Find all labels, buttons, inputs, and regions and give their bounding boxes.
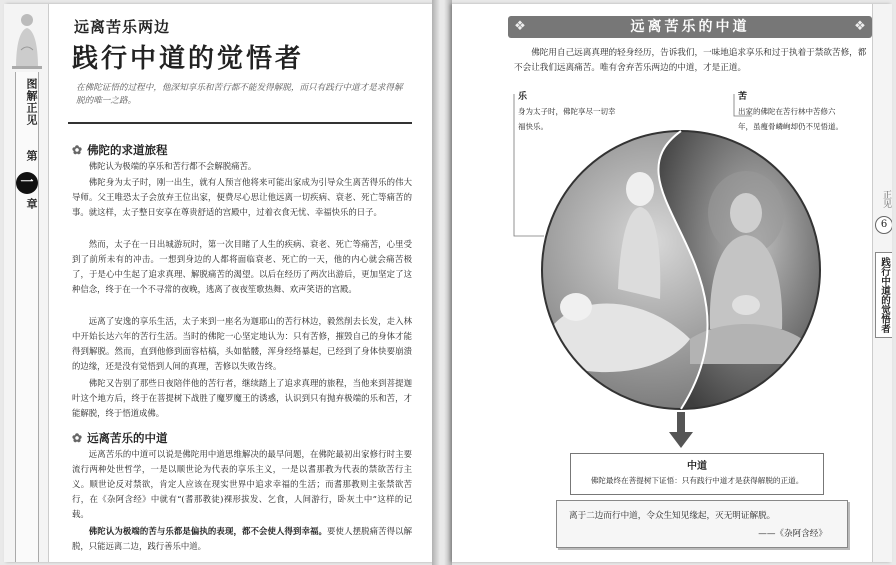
section-heading-2 [72, 430, 168, 446]
middle-way-text: 佛陀最终在菩提树下证悟：只有践行中道才是获得解脱的正道。 [590, 476, 804, 485]
right-intro-text: 佛陀用自己远离真理的轻身经历，告诉我们，一味地追求享乐和过于执着于禁欲苦修，都不会让我们远离痛苦。唯有舍弃苦乐两边的中道，才是正道。 [514, 48, 867, 73]
lotus-section-icon: ✿ [72, 431, 83, 445]
banner-title: 远离苦乐的中道 [630, 19, 750, 35]
book-gutter [432, 0, 452, 565]
label-suffering-text: 出家的佛陀在苦行林中苦修六年，虽瘦骨嶙峋却仍不见悟道。 [738, 107, 843, 131]
middle-way-box [570, 453, 824, 495]
section-heading-2-text: 远离苦乐的中道 [87, 431, 168, 445]
left-side-strip [4, 4, 49, 562]
chapter-prefix: 第 [25, 150, 38, 162]
paragraph: 佛陀认为极端的享乐和苦行都不会解脱痛苦。 [88, 161, 257, 171]
page-number: 6 [875, 216, 892, 234]
banner-ornament-icon: ❖ [514, 19, 526, 34]
chapter-suffix: 章 [25, 198, 38, 210]
label-pleasure-title: 乐 [518, 92, 528, 102]
section-heading-1-text: 佛陀的求道旅程 [87, 143, 168, 157]
side-label-top: 正见 [881, 190, 891, 208]
banner-ornament-icon: ❖ [854, 19, 866, 34]
label-suffering-title: 苦 [738, 92, 748, 102]
chapter-tab [15, 72, 39, 562]
paragraph-with-emphasis [72, 524, 412, 554]
middle-way-title: 中道 [687, 461, 707, 472]
scripture-quote-box [556, 500, 848, 548]
quote-text: 离于二边而行中道，令众生知见缘起，灭无明证解脱。 [569, 511, 776, 521]
book-title-vertical: 图解正见 [25, 78, 38, 126]
quote-source: ——《杂阿含经》 [758, 529, 827, 539]
buddha-yin-yang-illustration [540, 129, 822, 411]
paragraph: 佛陀又告别了那些日夜陪伴他的苦行者，继续踏上了追求真理的旅程，当他来到菩提迦叶这个地方后，终于在菩提树下战胜了魔罗魔王的诱惑，认识到只有抛弃极端的乐和苦，才能解脱，终于悟道成佛。 [72, 378, 412, 419]
paragraph: 佛陀身为太子时，刚一出生，就有人预言他将来可能出家成为引导众生离苦得乐的伟大导师。父王唯恐太子会放弃王位出家，便费尽心思让他远离一切疾病、衰老、死亡等痛苦的事。就这样，太子整日安享在尊贵舒适的宫殿中，过着衣食无忧、幸福快乐的日子。 [72, 177, 412, 218]
left-page [4, 4, 432, 562]
title-rule [68, 122, 412, 124]
right-page [452, 4, 892, 562]
lotus-section-icon: ✿ [72, 143, 83, 157]
page-title: 践行中道的觉悟者 [72, 44, 305, 74]
monk-figure-icon [10, 10, 44, 70]
paragraph: 远离了安逸的享乐生活，太子来到一座名为迦耶山的苦行林边，毅然削去长发，走入林中开始长达六年的苦行生活。当时的佛陀一心坚定地认为：只有苦修，摧毁自己的身体才能得到解脱。然而，直到他修到面容枯槁，头如骷髅，浑身经络暴起，已经到了身体快要崩溃的边缘，还是没有觉悟到人间的真理，苦修以失败告终。 [72, 316, 412, 372]
intro-text: 在佛陀证悟的过程中，他深知享乐和苦行都不能发得解脱，而只有践行中道才是求得解脱的唯一之路。 [76, 83, 403, 106]
emphasis-sentence: 佛陀认为极端的苦与乐都是偏执的表现，都不会使人得到幸福。 [88, 526, 328, 536]
down-arrow-icon [669, 412, 693, 450]
right-side-strip [872, 4, 892, 562]
side-vertical-title: 践行中道的觉悟者 [875, 252, 892, 338]
section-heading-1 [72, 142, 168, 158]
paragraph: 然而，太子在一日出城游玩时，第一次目睹了人生的疾病、衰老、死亡等痛苦，心里受到了前所未有的冲击。一想到身边的人都将面临衰老、死亡的一天，他的内心就会痛苦极了，于是心中生起了追求真理、解脱痛苦的渴望。以后在经历了两次出游后，更加坚定了这种信念，终于在一个不寻常的夜晚，逃离了夜夜笙歌热舞、欢声笑语的宫殿。 [72, 239, 412, 295]
paragraph: 远离苦乐的中道可以说是佛陀用中道思维解决的最早问题，在佛陀最初出家修行时主要流行两种处世哲学，一是以顺世论为代表的享乐主义，一是以耆那教为代表的禁欲苦行主义。顺世论反对禁欲，肯定人应该在现实世界中追求幸福的生活；而耆那教则主张禁欲苦行，在《杂阿含经》中就有“(耆那教徒)裸形拔发、乞食，人间游行，卧灰土中”这样的记载。 [72, 449, 412, 520]
page-kicker: 远离苦乐两边 [74, 18, 171, 36]
label-pleasure-text: 身为太子时，佛陀享尽一切幸福快乐。 [518, 107, 616, 131]
chapter-number-badge: 一 [16, 172, 38, 194]
label-suffering [738, 90, 850, 134]
section-banner [508, 16, 872, 38]
paragraph-tail: 要使人摆脱痛苦得以解脱，只能远离二边，践行善乐中道。 [72, 526, 413, 552]
label-pleasure [518, 90, 618, 134]
